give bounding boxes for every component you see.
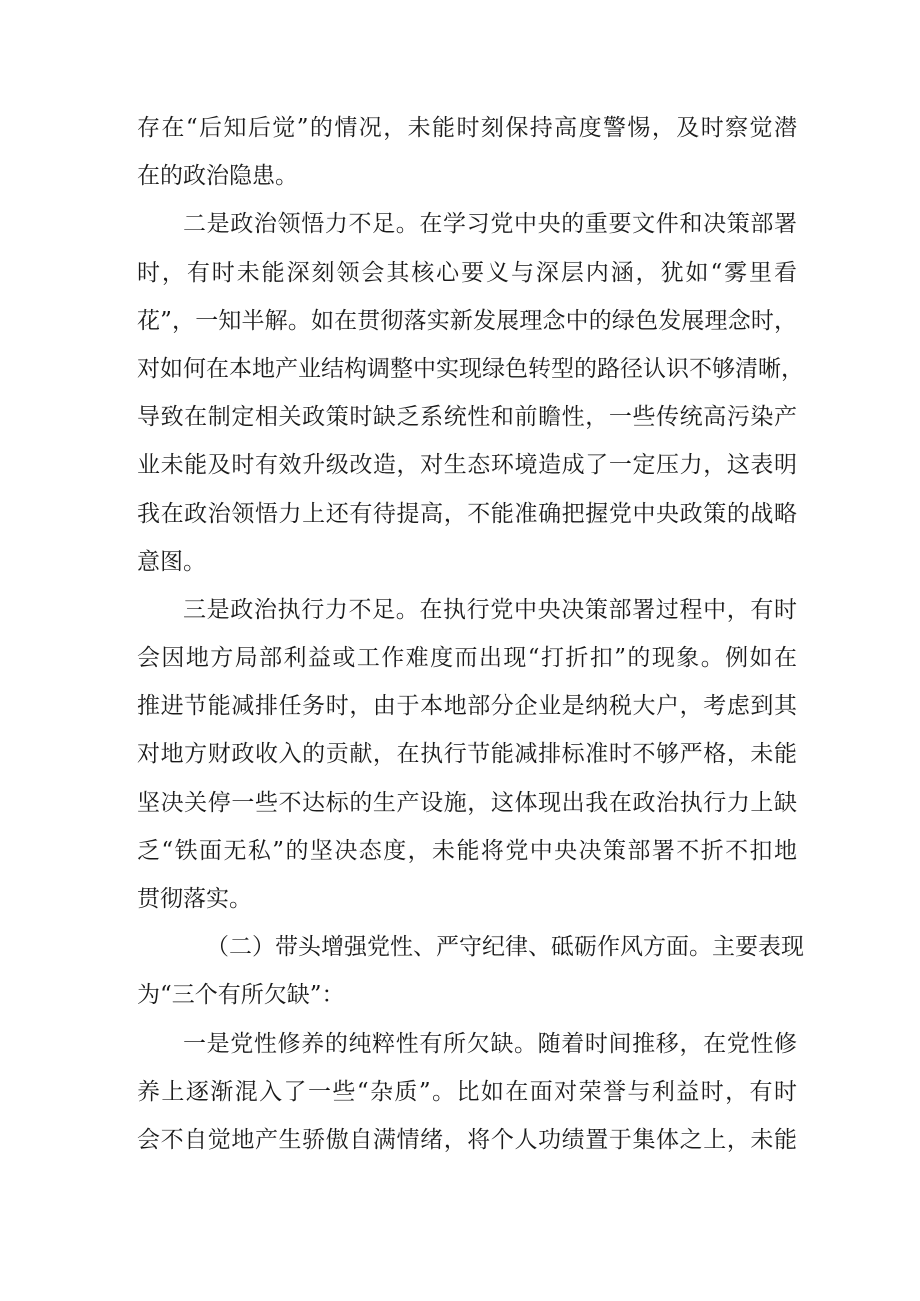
text-line: 对地方财政收入的贡献，在执行节能减排标准时不够严格，未能: [137, 741, 797, 768]
text-line: 养上逐渐混入了一些“杂质”。比如在面对荣誉与利益时，有时: [137, 1078, 797, 1105]
text-line: 导致在制定相关政策时缺乏系统性和前瞻性，一些传统高污染产: [137, 404, 797, 431]
paragraph-start-line: 二是政治领悟力不足。在学习党中央的重要文件和决策部署: [183, 211, 797, 238]
text-line: 贯彻落实。: [137, 886, 252, 912]
text-line: 会不自觉地产生骄傲自满情绪，将个人功绩置于集体之上，未能: [137, 1126, 797, 1153]
text-line: 业未能及时有效升级改造，对生态环境造成了一定压力，这表明: [137, 452, 797, 479]
text-line: 时，有时未能深刻领会其核心要义与深层内涵，犹如“雾里看: [137, 259, 797, 286]
text-line: 我在政治领悟力上还有待提高，不能准确把握党中央政策的战略: [137, 500, 797, 527]
text-line: 会因地方局部利益或工作难度而出现“打折扣”的现象。例如在: [137, 645, 797, 672]
paragraph-start-line: 三是政治执行力不足。在执行党中央决策部署过程中，有时: [183, 596, 797, 623]
text-line: 意图。: [137, 548, 206, 575]
text-line: 花”，一知半解。如在贯彻落实新发展理念中的绿色发展理念时，: [137, 307, 797, 334]
document-body: [137, 104, 804, 1164]
section-heading-line: （二）带头增强党性、严守纪律、砥砺作风方面。主要表现: [206, 934, 804, 961]
text-line: 存在“后知后觉”的情况，未能时刻保持高度警惕，及时察觉潜: [137, 115, 797, 141]
text-line: 坚决关停一些不达标的生产设施，这体现出我在政治执行力上缺: [137, 789, 797, 816]
paragraph-start-line: 一是党性修养的纯粹性有所欠缺。随着时间推移，在党性修: [183, 1030, 797, 1057]
text-line: 对如何在本地产业结构调整中实现绿色转型的路径认识不够清晰，: [137, 355, 804, 382]
text-line: 乏“铁面无私”的坚决态度，未能将党中央决策部署不折不扣地: [137, 837, 797, 864]
text-line: 在的政治隐患。: [137, 163, 298, 190]
section-heading-line: 为“三个有所欠缺”：: [137, 982, 345, 1009]
text-line: 推进节能减排任务时，由于本地部分企业是纳税大户，考虑到其: [137, 693, 797, 720]
